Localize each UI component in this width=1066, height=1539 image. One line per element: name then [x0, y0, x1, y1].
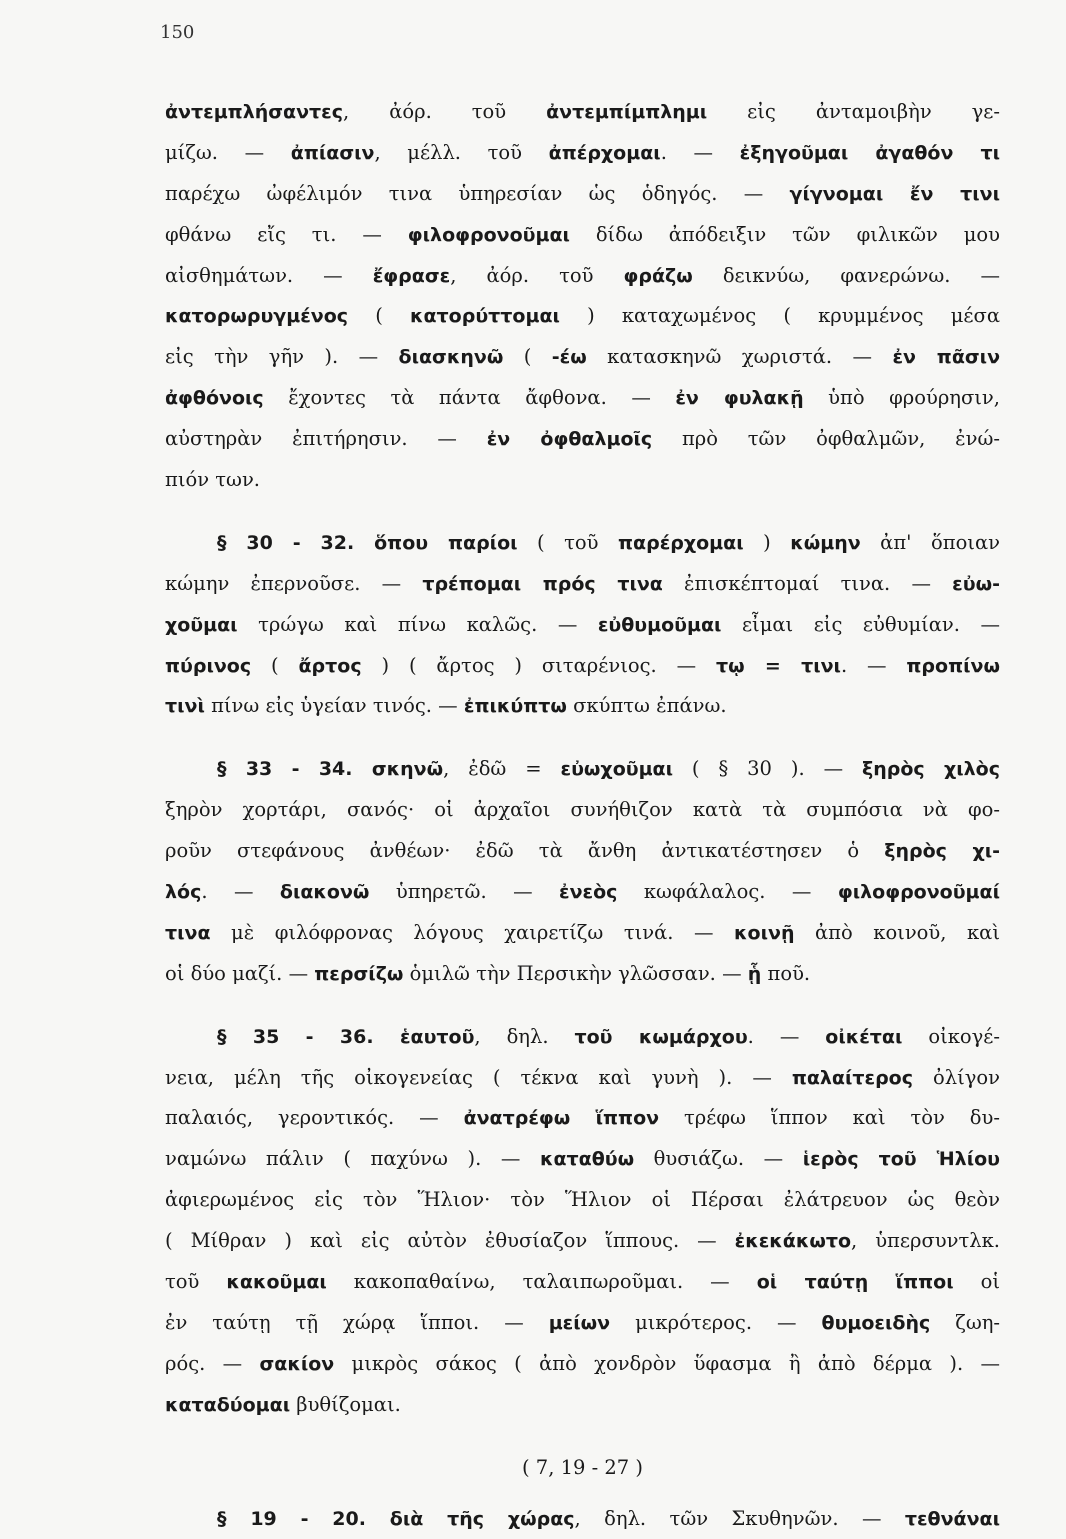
headword: σκηνῶ — [372, 758, 443, 780]
headword: παρέρχομαι — [618, 532, 744, 554]
headword: § 35 - 36. — [217, 1026, 400, 1048]
text-line — [165, 1139, 1000, 1180]
gloss-text: ἀπ' ὅποιαν — [861, 531, 1000, 554]
text-line — [165, 564, 1000, 605]
gloss-text: ( § 30 ). — — [673, 757, 862, 780]
text-line — [165, 913, 1000, 954]
headword: κατορύττομαι — [410, 305, 560, 327]
headword: προπίνω — [906, 655, 1000, 677]
gloss-text: οἰκογέ- — [902, 1025, 1000, 1048]
gloss-text: ὑπηρετῶ. — — [369, 880, 559, 903]
text-line — [165, 419, 1000, 460]
gloss-text: αὐστηρὰν ἐπιτήρησιν. — — [165, 427, 487, 450]
headword: ἀντεμπίμπλημι — [546, 101, 707, 123]
text-line — [165, 92, 1000, 133]
headword: ξηρὸς χι- — [884, 840, 1000, 862]
text-line — [165, 1262, 1000, 1303]
headword: εὐθυμοῦμαι — [598, 614, 722, 636]
gloss-text: μὲ φιλόφρονας λόγους χαιρετίζω τινά. — — [211, 921, 735, 944]
gloss-text: ξηρὸν χορτάρι, σανός· οἱ ἀρχαῖοι συνήθιζον κατὰ τὰ συμπόσια νὰ φο- — [165, 798, 1000, 821]
gloss-text: . — — [841, 654, 906, 677]
headword: τινὶ — [165, 695, 205, 717]
gloss-text: κατασκηνῶ χωριστά. — — [587, 345, 893, 368]
text-line — [165, 378, 1000, 419]
headword: ᾗ — [748, 963, 762, 985]
headword: τρέπομαι πρός τινα — [422, 573, 663, 595]
headword: ἐνεὸς — [559, 881, 617, 903]
gloss-text: θυσιάζω. — — [634, 1147, 803, 1170]
headword: τοῦ κωμάρχου — [575, 1026, 748, 1048]
gloss-text: μικρὸς σάκος ( ἀπὸ χονδρὸν ὕφασμα ἢ ἀπὸ δέρμα ). — — [334, 1352, 1000, 1375]
gloss-text: εἰς ἀνταμοιβὴν γε- — [707, 100, 1000, 123]
headword: οἰκέται — [825, 1026, 902, 1048]
gloss-text: πίνω εἰς ὑγείαν τινός. — — [205, 694, 464, 717]
headword: ἱερὸς τοῦ Ἡλίου — [803, 1148, 1000, 1170]
headword: ἀπέρχομαι — [549, 142, 661, 164]
gloss-text: ὀλίγον — [913, 1066, 1000, 1089]
headword: ἀνατρέφω ἵππον — [464, 1107, 660, 1129]
gloss-text: ροῦν στεφάνους ἀνθέων· ἐδῶ τὰ ἄνθη ἀντικατέστησεν ὁ — [165, 839, 884, 862]
gloss-text: τοῦ — [165, 1270, 226, 1293]
headword: χοῦμαι — [165, 614, 238, 636]
gloss-text: τρέφω ἵππον καὶ τὸν δυ- — [659, 1106, 1000, 1129]
headword: ἐν φυλακῇ — [675, 387, 803, 409]
gloss-text: ( — [251, 654, 298, 677]
gloss-text: ( τοῦ — [518, 531, 618, 554]
gloss-text: αἰσθημάτων. — — [165, 264, 373, 287]
gloss-text: ) ( ἄρτος ) σιταρένιος. — — [362, 654, 716, 677]
text-body — [165, 92, 1000, 1539]
gloss-text: εἰς τὴν γῆν ). — — [165, 345, 399, 368]
text-line — [165, 133, 1000, 174]
gloss-text: , ἀόρ. τοῦ — [450, 264, 623, 287]
headword: γίγνομαι ἔν τινι — [790, 183, 1001, 205]
headword: τινα — [165, 922, 211, 944]
text-line — [165, 1385, 1000, 1426]
text-line — [165, 337, 1000, 378]
gloss-text: οἱ δύο μαζί. — — [165, 962, 314, 985]
headword: τῳ = τινι — [716, 655, 841, 677]
gloss-text: παρέχω ὠφέλιμόν τινα ὑπηρεσίαν ὡς ὁδηγός. — — [165, 182, 790, 205]
headword: περσίζω — [314, 963, 403, 985]
headword: ἔφρασε — [373, 265, 450, 287]
paragraph — [165, 1017, 1000, 1426]
headword: καταδύομαι — [165, 1394, 290, 1416]
gloss-text: μίζω. — — [165, 141, 291, 164]
gloss-text: , ὑπερσυντλκ. — [851, 1229, 1000, 1252]
gloss-text: ἐπισκέπτομαί τινα. — — [663, 572, 952, 595]
headword: παλαίτερος — [792, 1067, 913, 1089]
gloss-text: φθάνω εἴς τι. — — [165, 223, 408, 246]
text-line — [165, 523, 1000, 564]
headword: ἐξηγοῦμαι ἀγαθόν τι — [740, 142, 1000, 164]
gloss-text: εἶμαι εἰς εὐθυμίαν. — — [721, 613, 1000, 636]
headword: ἐν πᾶσιν — [892, 346, 1000, 368]
text-line — [165, 1221, 1000, 1262]
text-line — [165, 1303, 1000, 1344]
gloss-text: ἐν ταύτῃ τῇ χώρᾳ ἵπποι. — — [165, 1311, 549, 1334]
headword: ἐπικύπτω — [464, 695, 567, 717]
text-line — [165, 954, 1000, 995]
gloss-text: , μέλλ. τοῦ — [374, 141, 548, 164]
headword: εὐω- — [952, 573, 1000, 595]
text-line — [165, 460, 1000, 501]
headword: φιλοφρονοῦμαί — [838, 881, 1000, 903]
text-line — [165, 215, 1000, 256]
headword: λός — [165, 881, 201, 903]
gloss-text: . — — [748, 1025, 826, 1048]
gloss-text: . — — [201, 880, 280, 903]
gloss-text: ( — [503, 345, 551, 368]
gloss-text: δίδω ἀπόδειξιν τῶν φιλικῶν μου — [570, 223, 1000, 246]
headword: κώμην — [790, 532, 860, 554]
gloss-text: δεικνύω, φανερώνω. — — [693, 264, 1000, 287]
gloss-text: μικρότερος. — — [610, 1311, 821, 1334]
text-line — [165, 296, 1000, 337]
gloss-text: ναμώνω πάλιν ( παχύνω ). — — [165, 1147, 540, 1170]
paragraph — [165, 523, 1000, 727]
gloss-text: ) καταχωμένος ( κρυμμένος μέσα — [560, 304, 1000, 327]
headword: σακίον — [259, 1353, 334, 1375]
gloss-text: , δηλ. τῶν Σκυθηνῶν. — — [575, 1507, 905, 1530]
headword: κακοῦμαι — [226, 1271, 326, 1293]
headword: § 19 - 20. — [217, 1508, 390, 1530]
text-line — [165, 831, 1000, 872]
gloss-text: ) — [744, 531, 791, 554]
text-line — [165, 605, 1000, 646]
headword: ἑαυτοῦ — [400, 1026, 474, 1048]
text-line — [165, 1344, 1000, 1385]
headword: ἄρτος — [298, 655, 361, 677]
gloss-text: ὁμιλῶ τὴν Περσικὴν γλῶσσαν. — — [403, 962, 747, 985]
headword: διὰ τῆς χώρας — [390, 1508, 575, 1530]
headword: τεθνάναι — [905, 1508, 1000, 1530]
headword: ἐκεκάκωτο — [735, 1230, 851, 1252]
headword: μείων — [549, 1312, 610, 1334]
text-line — [165, 256, 1000, 297]
gloss-text: κακοπαθαίνω, ταλαιπωροῦμαι. — — [327, 1270, 757, 1293]
gloss-text: σκύπτω ἐπάνω. — [567, 694, 727, 717]
gloss-text: ποῦ. — [761, 962, 810, 985]
text-line — [165, 1499, 1000, 1539]
headword: ἐν ὀφθαλμοῖς — [487, 428, 652, 450]
headword: θυμοειδὴς — [822, 1312, 931, 1334]
headword: -έω — [552, 346, 587, 368]
text-line — [165, 646, 1000, 687]
headword: ἀφθόνοις — [165, 387, 264, 409]
headword: ἀντεμπλήσαντες — [165, 101, 343, 123]
paragraph — [165, 749, 1000, 994]
gloss-text: ὑπὸ φρούρησιν, — [804, 386, 1000, 409]
text-line — [165, 174, 1000, 215]
gloss-text: , ἐδῶ = — [443, 757, 560, 780]
text-line — [165, 1180, 1000, 1221]
gloss-text: νεια, μέλη τῆς οἰκογενείας ( τέκνα καὶ γυνὴ ). — — [165, 1066, 792, 1089]
paragraph — [165, 92, 1000, 501]
headword: κοινῇ — [734, 922, 794, 944]
text-line — [165, 1098, 1000, 1139]
headword: ὅπου παρίοι — [374, 532, 517, 554]
gloss-text: ρός. — — [165, 1352, 259, 1375]
headword: διακονῶ — [280, 881, 370, 903]
headword: διασκηνῶ — [399, 346, 504, 368]
text-line — [165, 1058, 1000, 1099]
gloss-text: πρὸ τῶν ὀφθαλμῶν, ἐνώ- — [652, 427, 1000, 450]
section-heading: ( 7, 19 - 27 ) — [165, 1448, 1000, 1489]
headword: ξηρὸς χιλὸς — [862, 758, 1000, 780]
headword: § 30 - 32. — [217, 532, 374, 554]
gloss-text: , ἀόρ. τοῦ — [343, 100, 546, 123]
gloss-text: τρώγω καὶ πίνω καλῶς. — — [238, 613, 598, 636]
headword: οἱ ταύτῃ ἵπποι — [757, 1271, 954, 1293]
headword: εὐωχοῦμαι — [561, 758, 674, 780]
gloss-text: ἀπὸ κοινοῦ, καὶ — [794, 921, 1000, 944]
gloss-text: οἱ — [954, 1270, 1000, 1293]
gloss-text: κωφάλαλος. — — [617, 880, 837, 903]
headword: καταθύω — [540, 1148, 634, 1170]
gloss-text: , δηλ. — [474, 1025, 574, 1048]
headword: ἀπίασιν — [291, 142, 375, 164]
text-line — [165, 686, 1000, 727]
headword: πύρινος — [165, 655, 251, 677]
text-line — [165, 872, 1000, 913]
headword: φράζω — [624, 265, 693, 287]
headword: κατορωρυγμένος — [165, 305, 348, 327]
gloss-text: πιόν των. — [165, 468, 260, 491]
gloss-text: ζωη- — [930, 1311, 1000, 1334]
gloss-text: ἔχοντες τὰ πάντα ἄφθονα. — — [264, 386, 676, 409]
gloss-text: ( Μίθραν ) καὶ εἰς αὐτὸν ἐθυσίαζον ἵππους. — — [165, 1229, 735, 1252]
text-line — [165, 749, 1000, 790]
headword: φιλοφρονοῦμαι — [408, 224, 570, 246]
gloss-text: βυθίζομαι. — [290, 1393, 401, 1416]
gloss-text: ( — [348, 304, 410, 327]
gloss-text: ἀφιερωμένος εἰς τὸν Ἥλιον· τὸν Ἥλιον οἱ Πέρσαι ἐλάτρευον ὡς θεὸν — [165, 1188, 1000, 1211]
gloss-text: . — — [661, 141, 740, 164]
gloss-text: παλαιός, γεροντικός. — — [165, 1106, 464, 1129]
text-line — [165, 790, 1000, 831]
text-line — [165, 1017, 1000, 1058]
gloss-text: κώμην ἐπερνοῦσε. — — [165, 572, 422, 595]
headword: § 33 - 34. — [217, 758, 372, 780]
page-number: 150 — [160, 22, 194, 43]
